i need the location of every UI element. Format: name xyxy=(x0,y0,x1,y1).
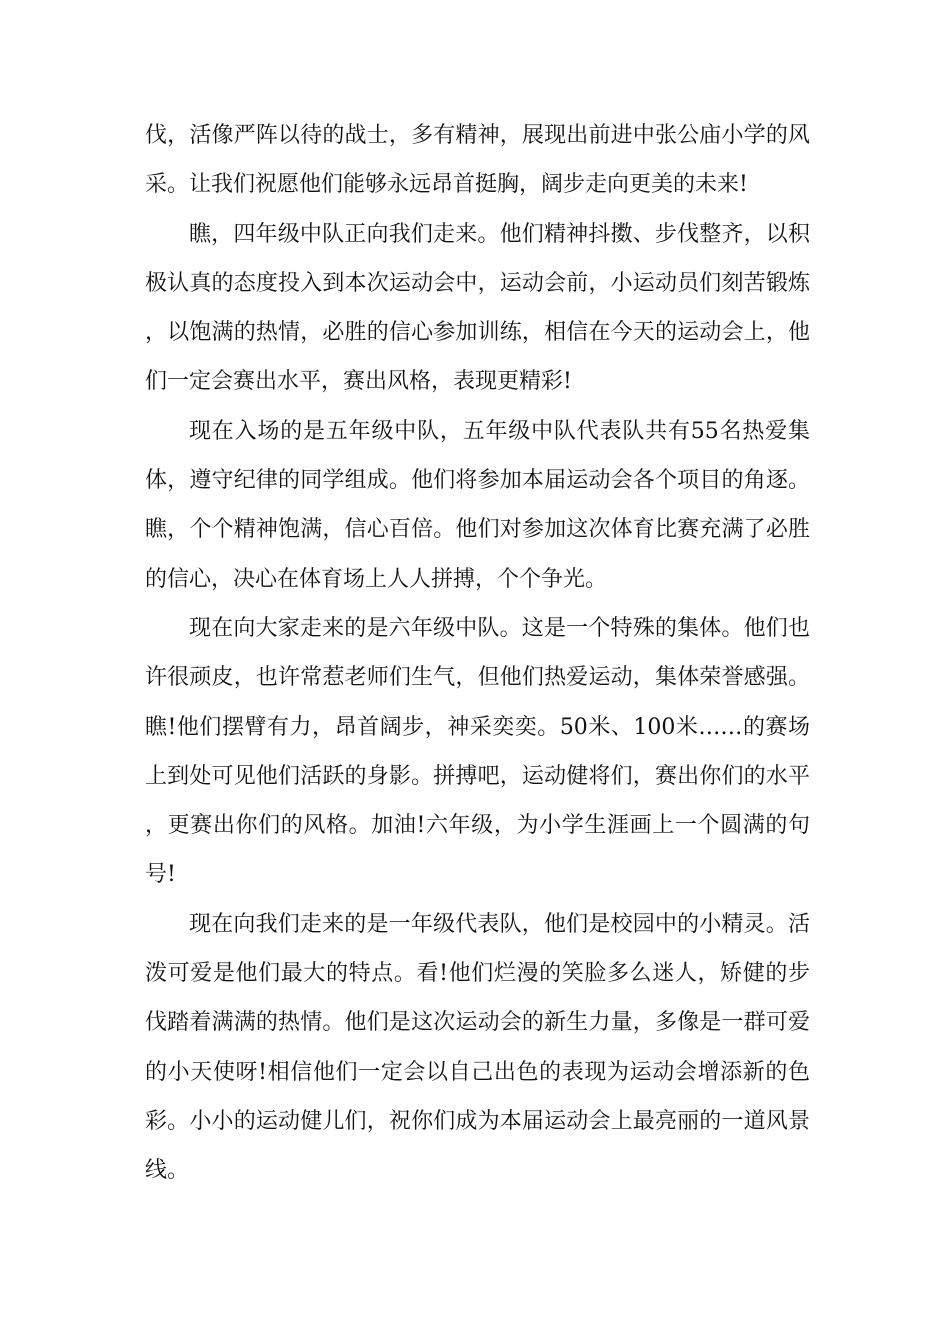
paragraph-5: 现在向我们走来的是一年级代表队，他们是校园中的小精灵。活泼可爱是他们最大的特点。看!他们烂漫的笑脸多么迷人，矫健的步伐踏着满满的热情。他们是这次运动会的新生力量，多像是一群可爱的小天使呀!相信他们一定会以自己出色的表现为运动会增添新的色彩。小小的运动健儿们，祝你们成为本届运动会上最亮丽的一道风景线。 xyxy=(145,911,810,1184)
paragraph-1: 伐，活像严阵以待的战士，多有精神，展现出前进中张公庙小学的风采。让我们祝愿他们能够永远昂首挺胸，阔步走向更美的未来! xyxy=(145,123,810,198)
document-body xyxy=(145,111,810,1196)
paragraph-3: 现在入场的是五年级中队，五年级中队代表队共有55名热爱集体，遵守纪律的同学组成。他们将参加本届运动会各个项目的角逐。瞧，个个精神饱满，信心百倍。他们对参加这次体育比赛充满了必胜的信心，决心在体育场上人人拼搏，个个争光。 xyxy=(145,418,810,592)
paragraph-4: 现在向大家走来的是六年级中队。这是一个特殊的集体。他们也许很顽皮，也许常惹老师们生气，但他们热爱运动，集体荣誉感强。瞧!他们摆臂有力，昂首阔步，神采奕奕。50米、100米……的赛场上到处可见他们活跃的身影。拼搏吧，运动健将们，赛出你们的水平，更赛出你们的风格。加油!六年级，为小学生涯画上一个圆满的句号! xyxy=(145,615,810,888)
paragraph-2: 瞧，四年级中队正向我们走来。他们精神抖擞、步伐整齐，以积极认真的态度投入到本次运动会中，运动会前，小运动员们刻苦锻炼，以饱满的热情，必胜的信心参加训练，相信在今天的运动会上，他们一定会赛出水平，赛出风格，表现更精彩! xyxy=(145,221,810,395)
